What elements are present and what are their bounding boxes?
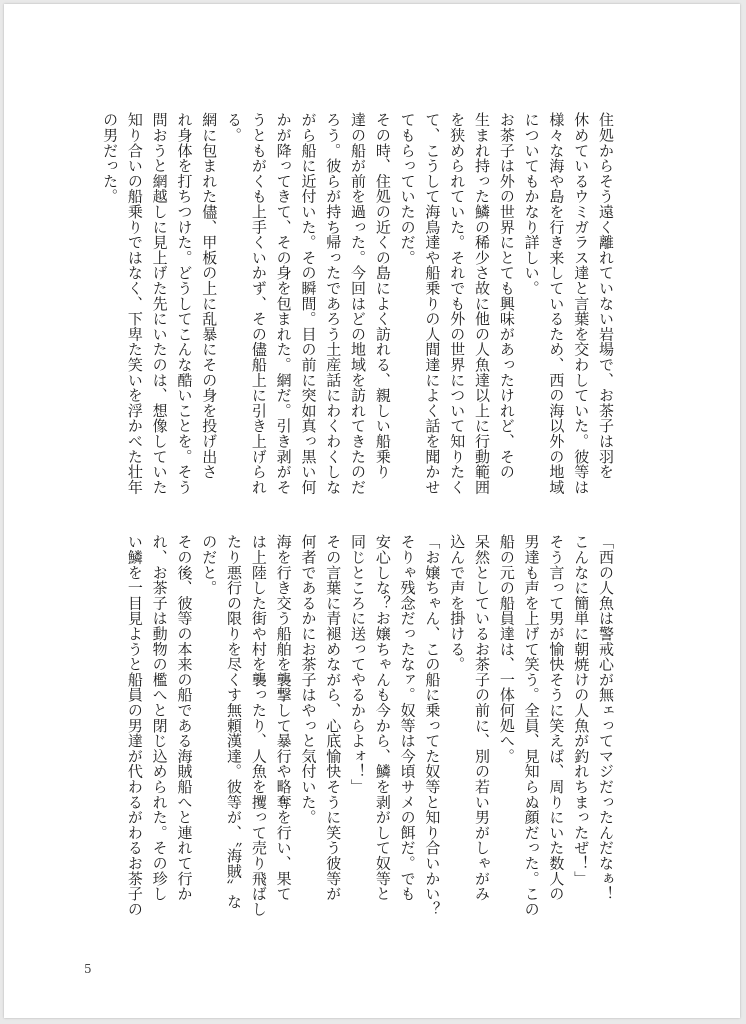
text-line: 問おうと網越しに見上げた先にいたのは、想像していた (150, 112, 169, 495)
text-line: についてもかなり詳しい。 (522, 112, 541, 296)
text-line: その言葉に青褪めながら、心底愉快そうに笑う彼等が (324, 534, 343, 902)
text-line: て、こうして海鳥達や船乗りの人間達によく話を聞かせ (423, 112, 442, 495)
text-line: うともがくも上手くいかず、その儘船上に引き上げられ (249, 112, 268, 495)
text-line: 海を行き交う船舶を襲撃して暴行や略奪を行い、果て (274, 534, 293, 902)
text-line: 達の船が前を過った。今回はどの地域を訪れてきたのだ (349, 112, 368, 495)
text-line: 知り合いの船乗りではなく、下卑た笑いを浮かべた壮年 (125, 112, 144, 495)
text-line: がら船に近付いた。その瞬間。目の前に突如真っ黒い何 (299, 112, 318, 495)
text-line: 船の元の船員達は、一体何処へ。 (497, 534, 516, 764)
text-line: 男達も声を上げて笑う。全員、見知らぬ顔だった。この (522, 534, 541, 917)
text-line: 様々な海や島を行き来しているため、西の海以外の地域 (547, 112, 566, 495)
text-line: 住処からそう遠く離れていない岩場で、お茶子は羽を (597, 112, 615, 480)
text-line: れ、お茶子は動物の檻へと閉じ込められた。その珍し (150, 534, 169, 902)
text-block-lower (122, 534, 618, 944)
text-line: のだと。 (200, 534, 219, 596)
text-line: 網に包まれた儘、甲板の上に乱暴にその身を投げ出さ (200, 112, 219, 480)
text-line: 何者であるかにお茶子はやっと気付いた。 (299, 534, 318, 825)
novel-page (4, 4, 740, 1018)
text-line: 込んで声を掛ける。 (448, 534, 467, 672)
text-line: 生まれ持った鱗の稀少さ故に他の人魚達以上に行動範囲 (473, 112, 492, 495)
text-line: その時、住処の近くの島によく訪れる、親しい船乗り (373, 112, 392, 480)
text-line: こんなに簡単に朝焼けの人魚が釣れちまったぜ！」 (572, 534, 591, 886)
page-number: 5 (84, 962, 92, 976)
text-line: を狭められていた。それでも外の世界について知りたく (448, 112, 467, 495)
text-line: れ身体を打ちつけた。どうしてこんな酷いことを。そう (175, 112, 194, 495)
text-line: そりゃ残念だったなァ。奴等は今頃サメの餌だ。でも (398, 534, 417, 902)
text-line: お茶子は外の世界にとても興味があったけれど、その (497, 112, 516, 480)
text-block-upper (97, 112, 618, 532)
text-line: その後、彼等の本来の船である海賊船へと連れて行か (175, 534, 194, 902)
text-line: ろう。彼らが持ち帰ったであろう土産話にわくわくしな (324, 112, 343, 495)
text-line: 同じところに送ってやるからよォ！」 (349, 534, 368, 795)
text-line: たり悪行の限りを尽くす無頼漢達。彼等が、〝海賊〟な (225, 534, 244, 909)
text-line: 休めているウミガラス達と言葉を交わしていた。彼等は (572, 112, 591, 495)
text-line: の男だった。 (101, 112, 120, 204)
text-line: る。 (225, 112, 244, 143)
text-line: は上陸した街や村を襲ったり、人魚を攫って売り飛ばし (249, 534, 268, 917)
text-line: てもらっていたのだ。 (398, 112, 417, 265)
text-line: い鱗を一目見ようと船員の男達が代わるがわるお茶子の (125, 534, 144, 917)
text-line: 呆然としているお茶子の前に、別の若い男がしゃがみ (473, 534, 492, 902)
text-line: 安心しな？お嬢ちゃんも今から、鱗を剥がして奴等と (373, 534, 392, 902)
text-line: そう言って男が愉快そうに笑えば、周りにいた数人の (547, 534, 566, 902)
text-line: かが降ってきて、その身を包まれた。網だ。引き剥がそ (274, 112, 293, 495)
text-line: 「西の人魚は警戒心が無ェってマジだったんだなぁ！ (597, 534, 615, 902)
text-line: 「お嬢ちゃん、この船に乗ってた奴等と知り合いかい？ (423, 534, 442, 917)
